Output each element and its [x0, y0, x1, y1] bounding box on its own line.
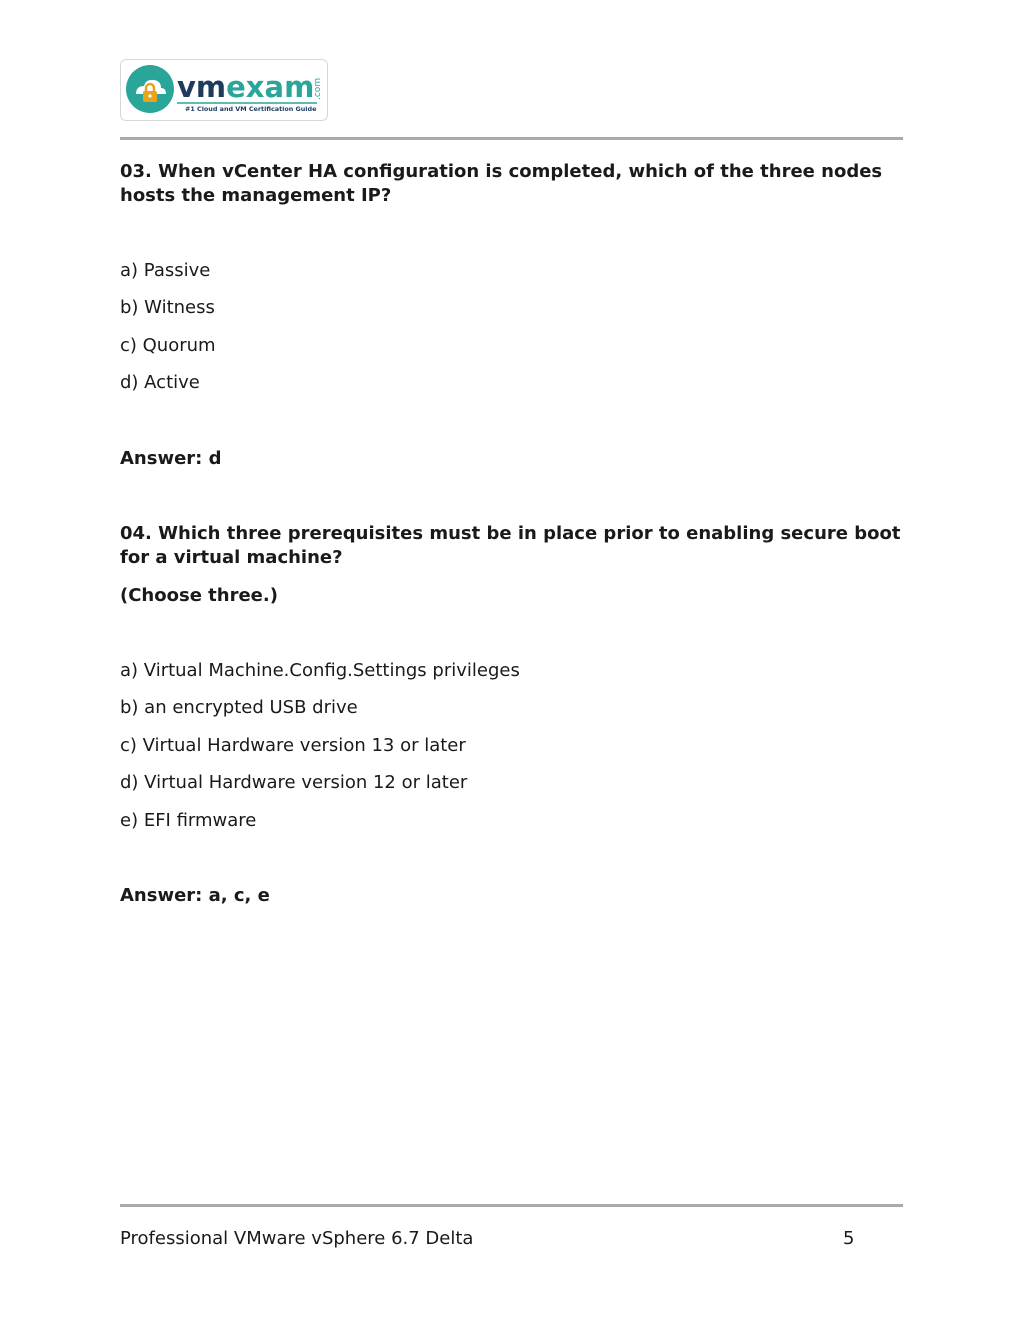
question-03-title: 03. When vCenter HA configuration is completed, which of the three nodes hosts the management IP?	[120, 161, 883, 206]
question-03-option-b: b) Witness	[120, 297, 215, 318]
footer-divider	[120, 1204, 903, 1207]
question-04-option-c: c) Virtual Hardware version 13 or later	[120, 735, 466, 756]
vmexam-logo	[120, 59, 328, 121]
question-03-option-d: d) Active	[120, 372, 200, 393]
question-04-answer: Answer: a, c, e	[120, 885, 270, 906]
question-04-option-d: d) Virtual Hardware version 12 or later	[120, 772, 468, 793]
vmexam-logo-graphic	[121, 60, 327, 120]
question-03-option-c: c) Quorum	[120, 335, 216, 356]
question-04-title: 04. Which three prerequisites must be in place prior to enabling secure boot for a virtual machine?	[120, 523, 901, 568]
header-divider	[120, 137, 903, 140]
footer-document-title: Professional VMware vSphere 6.7 Delta	[120, 1228, 474, 1249]
question-03-answer: Answer: d	[120, 448, 222, 469]
question-03-option-a: a) Passive	[120, 260, 211, 281]
logo-tagline: #1 Cloud and VM Certification Guide	[185, 105, 317, 113]
question-04-option-e: e) EFI firmware	[120, 810, 257, 831]
logo-tld-text: .com	[313, 77, 323, 100]
question-04-option-a: a) Virtual Machine.Config.Settings privileges	[120, 660, 520, 681]
logo-brand-text: vmexam	[177, 70, 315, 104]
question-04-option-b: b) an encrypted USB drive	[120, 697, 358, 718]
question-04-choose-note: (Choose three.)	[120, 585, 278, 606]
footer-page-number: 5	[843, 1228, 855, 1249]
